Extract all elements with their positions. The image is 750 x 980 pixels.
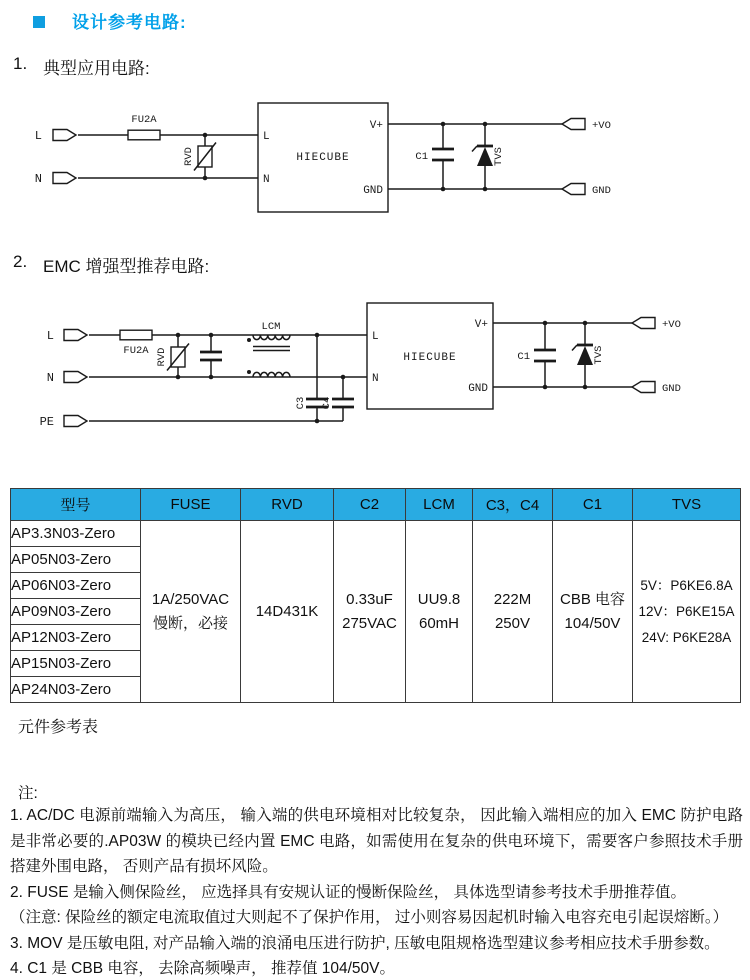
terminal-vo-icon	[562, 119, 585, 130]
section1-number: 1.	[13, 54, 28, 73]
capacitor-c1-icon	[534, 321, 556, 390]
tvs-diode-icon	[472, 122, 493, 192]
typical-application-circuit-diagram	[0, 95, 640, 230]
fuse-value-line2: 慢断，必接	[152, 614, 228, 632]
capacitor-c1-icon	[432, 122, 454, 192]
varistor-label: RVD	[183, 147, 195, 166]
table-header-row	[11, 489, 741, 521]
header-fuse: FUSE	[141, 489, 241, 521]
c3c4-value-cell	[473, 521, 553, 703]
terminal-gnd-label: GND	[662, 383, 681, 395]
common-mode-choke-icon	[247, 335, 290, 377]
table-row	[11, 521, 741, 547]
fuse-value-line1: 1A/250VAC	[151, 590, 230, 608]
lcm-value-line2: 60mH	[418, 614, 459, 632]
header-rvd: RVD	[241, 489, 334, 521]
module-pin-vplus: V+	[474, 319, 488, 331]
lcm-value-cell	[406, 521, 473, 703]
c3c4-value-line1: 222M	[493, 590, 532, 608]
notes-block	[10, 803, 743, 980]
section2-number: 2.	[13, 252, 28, 271]
terminal-N-label: N	[46, 371, 54, 385]
varistor-icon	[194, 133, 216, 181]
terminal-vo-label: +VO	[662, 319, 681, 331]
module-pin-gnd: GND	[363, 185, 383, 197]
emc-enhanced-circuit-diagram	[0, 290, 750, 465]
model-cell: AP15N03-Zero	[11, 651, 141, 677]
fuse-value-cell	[141, 521, 241, 703]
terminal-vo-label: +VO	[592, 120, 611, 132]
header-model: 型号	[11, 489, 141, 521]
c3c4-value-line2: 250V	[494, 614, 531, 632]
header-lcm: LCM	[406, 489, 473, 521]
terminal-gnd-icon	[562, 184, 585, 195]
tvs-value-line3: 24V: P6KE28A	[641, 629, 732, 645]
fuse-label: FU2A	[123, 345, 149, 357]
terminal-L-label: L	[46, 329, 54, 343]
notes-title: 注:	[18, 785, 38, 802]
tvs-label: TVS	[493, 147, 505, 166]
module-pin-n: N	[263, 174, 270, 186]
tvs-value-line1: 5V：P6KE6.8A	[640, 577, 733, 593]
module-name: HIECUBE	[403, 352, 457, 364]
terminal-L-icon	[64, 330, 87, 341]
capacitor-c4-label: C4	[321, 396, 333, 410]
terminal-gnd-icon	[632, 382, 655, 393]
component-reference-table	[10, 488, 741, 703]
tvs-diode-icon	[572, 321, 593, 390]
terminal-vo-icon	[632, 318, 655, 329]
module-pin-l: L	[263, 131, 270, 143]
terminal-N-icon	[64, 372, 87, 383]
header-tvs: TVS	[633, 489, 741, 521]
terminal-L-label: L	[34, 129, 42, 143]
capacitor-c1-label: C1	[415, 151, 428, 163]
module-pin-vplus: V+	[369, 120, 383, 132]
model-cell: AP09N03-Zero	[11, 599, 141, 625]
module-name: HIECUBE	[296, 152, 350, 164]
lcm-value-line1: UU9.8	[417, 590, 461, 608]
c1-value-line2: 104/50V	[564, 614, 621, 632]
note-item: 2. FUSE 是输入侧保险丝， 应选择具有安规认证的慢断保险丝， 具体选型请参考技术手册推荐值。	[10, 883, 686, 901]
header-c1: C1	[553, 489, 633, 521]
capacitor-c4-icon	[332, 375, 354, 421]
fuse-icon	[120, 330, 152, 340]
fuse-icon	[128, 130, 160, 140]
note-item: 3. MOV 是压敏电阻, 对产品输入端的浪涌电压进行防护, 压敏电阻规格选型建议参考相应技术手册参数。	[10, 934, 720, 952]
note-item: 4. C1 是 CBB 电容， 去除高频噪声， 推荐值 104/50V。	[10, 960, 396, 977]
module-pin-l: L	[372, 331, 379, 343]
model-cell: AP12N03-Zero	[11, 625, 141, 651]
rvd-value-cell: 14D431K	[241, 521, 334, 703]
tvs-value-line2: 12V：P6KE15A	[638, 603, 735, 619]
model-cell: AP06N03-Zero	[11, 573, 141, 599]
choke-label: LCM	[261, 321, 281, 333]
c2-value-cell	[334, 521, 406, 703]
module-pin-n: N	[372, 373, 379, 385]
terminal-N-icon	[53, 173, 76, 184]
varistor-icon	[167, 333, 189, 380]
header-c2: C2	[334, 489, 406, 521]
model-cell: AP24N03-Zero	[11, 677, 141, 703]
c2-value-line1: 0.33uF	[346, 590, 393, 608]
x-capacitor-icon	[200, 333, 222, 380]
c2-value-line2: 275VAC	[342, 614, 397, 632]
section2-heading	[13, 252, 209, 277]
module-pin-gnd: GND	[468, 383, 488, 395]
tvs-label: TVS	[593, 345, 605, 365]
note-item: 1. AC/DC 电源前端输入为高压， 输入端的供电环境相对比较复杂， 因此输入端相应的加入 EMC 防护电路是非常必要的.AP03W 的模块已经内置 EMC 电路，如需使用在复杂的供电环境下，需要客户参照技术手册搭建外围电路， 否则产品有损坏风险。	[10, 807, 743, 875]
section1-heading	[13, 54, 150, 79]
c1-value-line1: CBB 电容	[559, 590, 625, 608]
terminal-PE-label: PE	[39, 415, 54, 429]
model-cell: AP3.3N03-Zero	[11, 521, 141, 547]
header-c3c4: C3，C4	[473, 489, 553, 521]
capacitor-c1-label: C1	[517, 351, 530, 363]
section-bullet-icon	[33, 16, 45, 28]
page-title: 设计参考电路:	[72, 13, 187, 32]
tvs-value-cell	[633, 521, 741, 703]
capacitor-c3-label: C3	[295, 396, 307, 410]
model-cell: AP05N03-Zero	[11, 547, 141, 573]
c1-value-cell	[553, 521, 633, 703]
table-caption: 元件参考表	[18, 719, 99, 736]
varistor-label: RVD	[156, 347, 168, 367]
terminal-PE-icon	[64, 416, 87, 427]
terminal-N-label: N	[34, 172, 42, 186]
terminal-L-icon	[53, 130, 76, 141]
fuse-label: FU2A	[131, 114, 157, 126]
section2-title: EMC 增强型推荐电路:	[43, 257, 210, 276]
section1-title: 典型应用电路:	[43, 59, 150, 78]
note-item: （注意: 保险丝的额定电流取值过大则起不了保护作用， 过小则容易因起机时输入电容充电引起误熔断。）	[10, 909, 729, 926]
terminal-gnd-label: GND	[592, 185, 611, 197]
